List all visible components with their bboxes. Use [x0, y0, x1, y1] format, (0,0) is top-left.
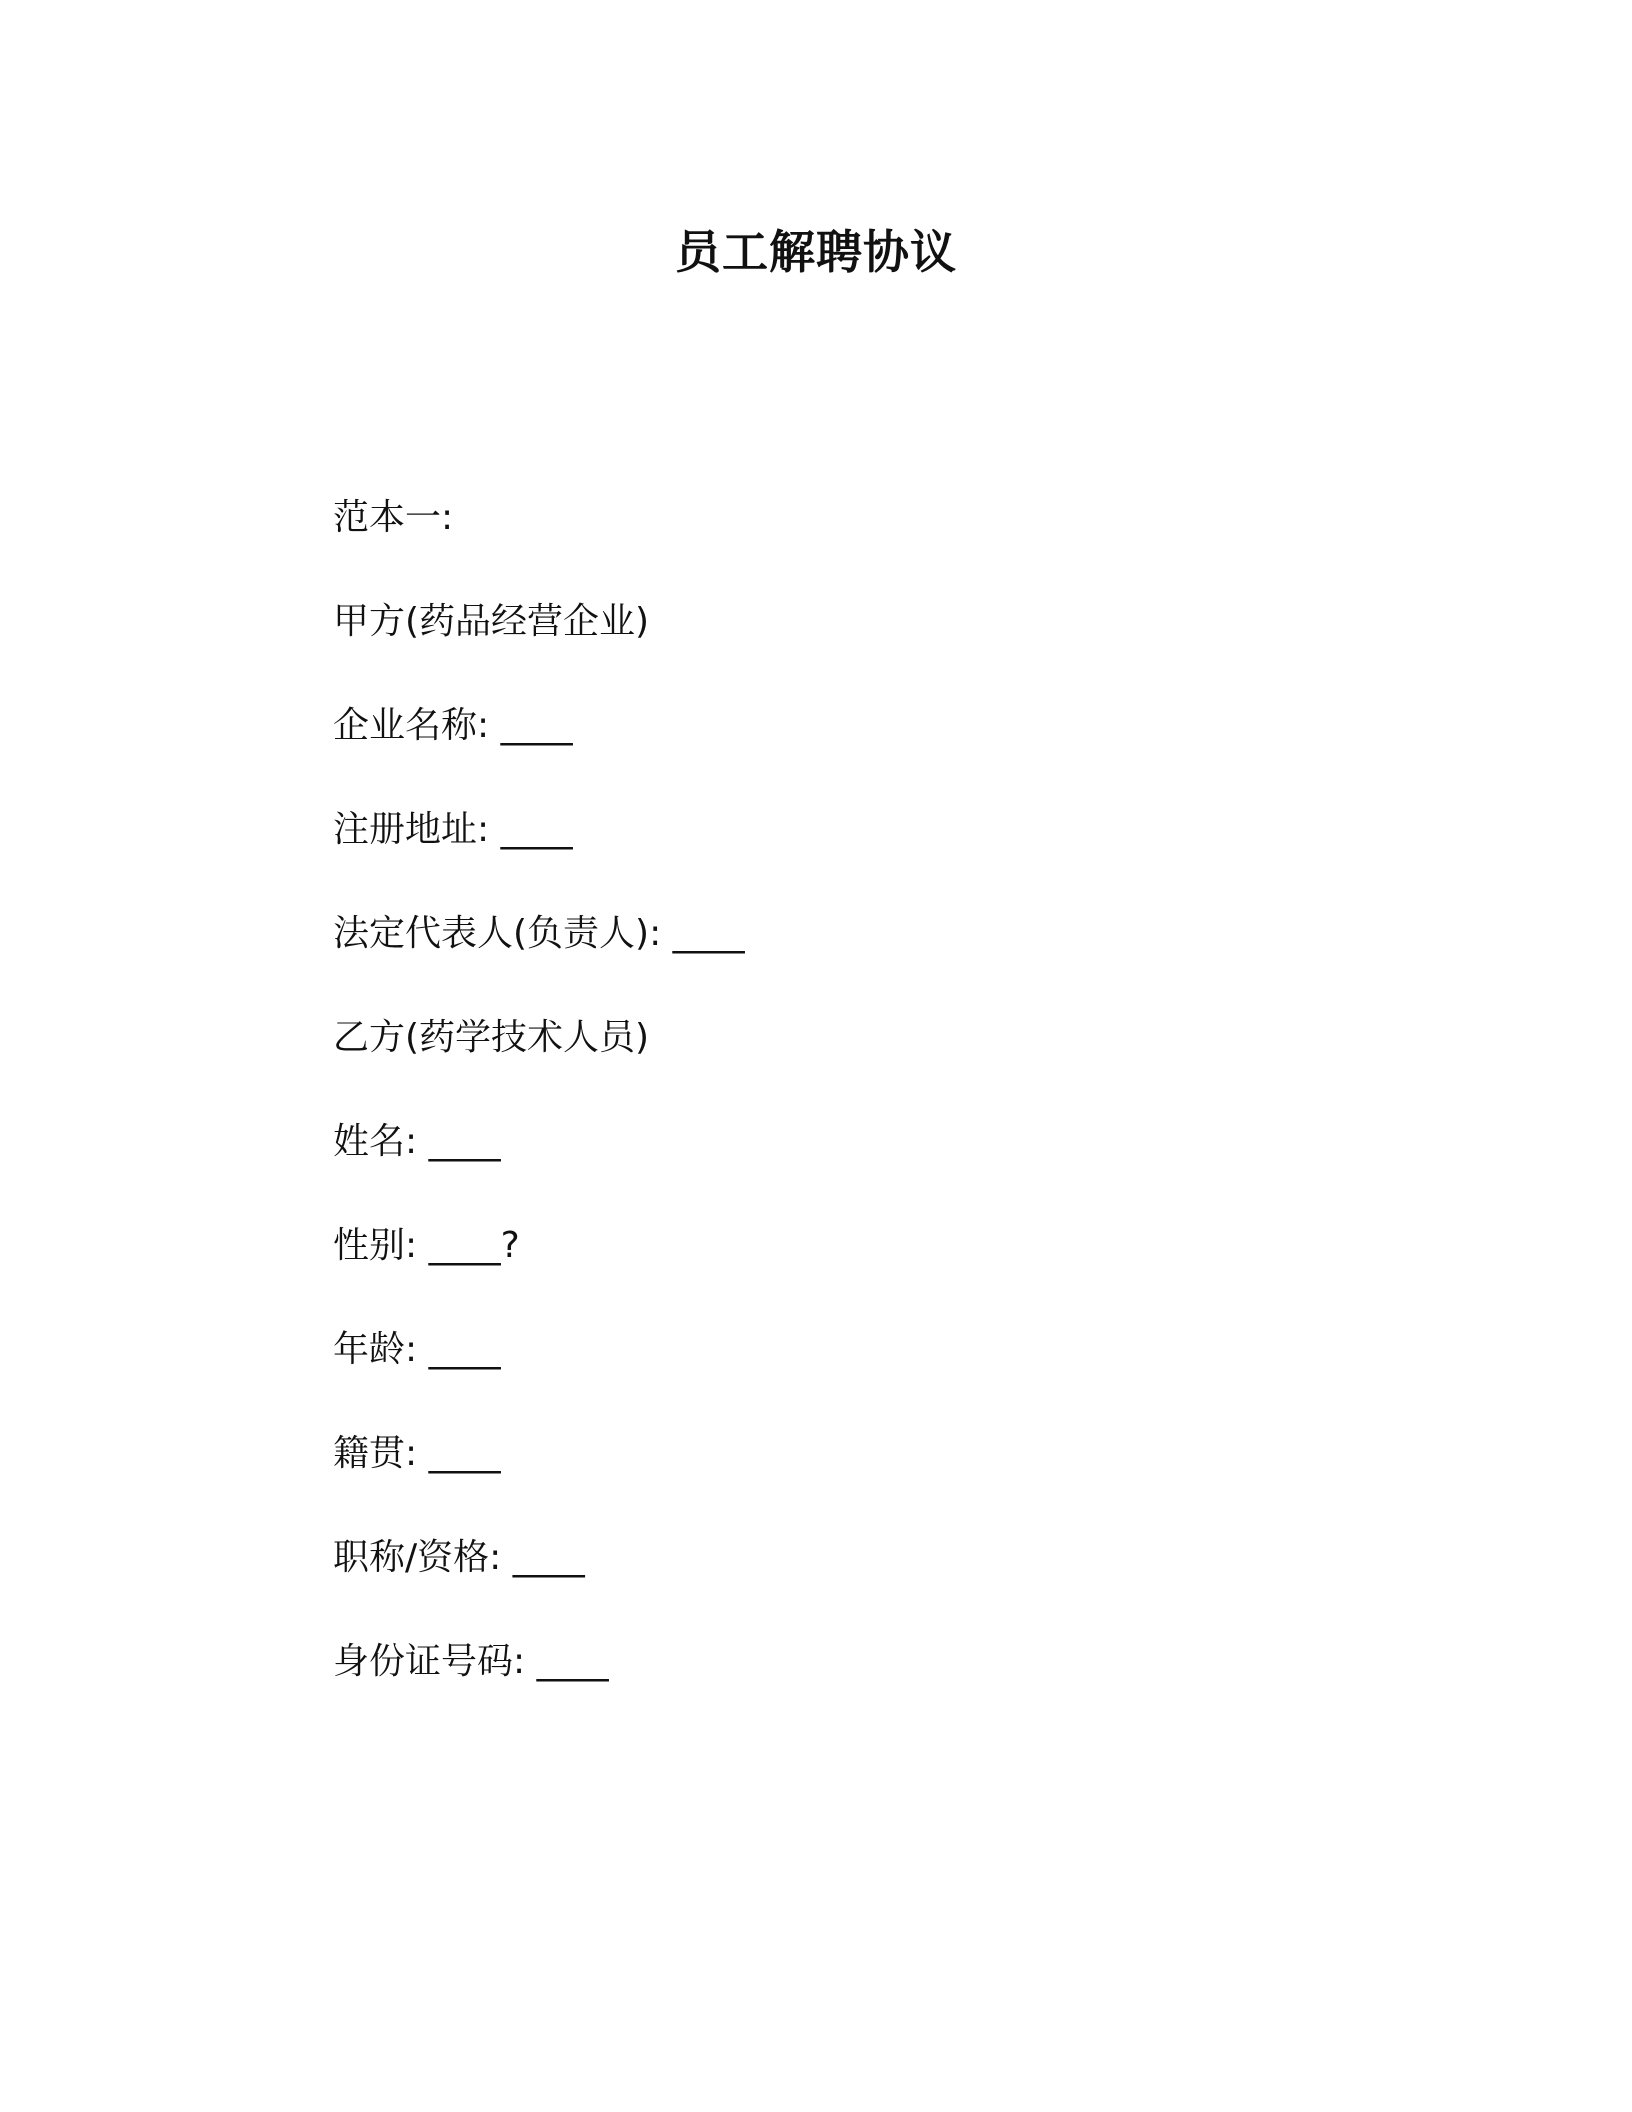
section-label: 范本一:	[333, 497, 454, 538]
native-place-line: 籍贯: ____	[333, 1433, 501, 1474]
title-qualification-line: 职称/资格: ____	[333, 1537, 585, 1578]
gender-line: 性别: ____?	[333, 1225, 520, 1266]
document-title: 员工解聘协议	[675, 225, 957, 279]
party-b-heading: 乙方(药学技术人员)	[333, 1017, 650, 1058]
party-a-heading: 甲方(药品经营企业)	[333, 601, 650, 642]
company-name-line: 企业名称: ____	[333, 705, 573, 746]
age-line: 年龄: ____	[333, 1329, 501, 1370]
legal-representative-line: 法定代表人(负责人): ____	[333, 913, 745, 954]
id-number-line: 身份证号码: ____	[333, 1641, 609, 1682]
registered-address-line: 注册地址: ____	[333, 809, 573, 850]
name-line: 姓名: ____	[333, 1121, 501, 1162]
document-body	[333, 488, 745, 1736]
